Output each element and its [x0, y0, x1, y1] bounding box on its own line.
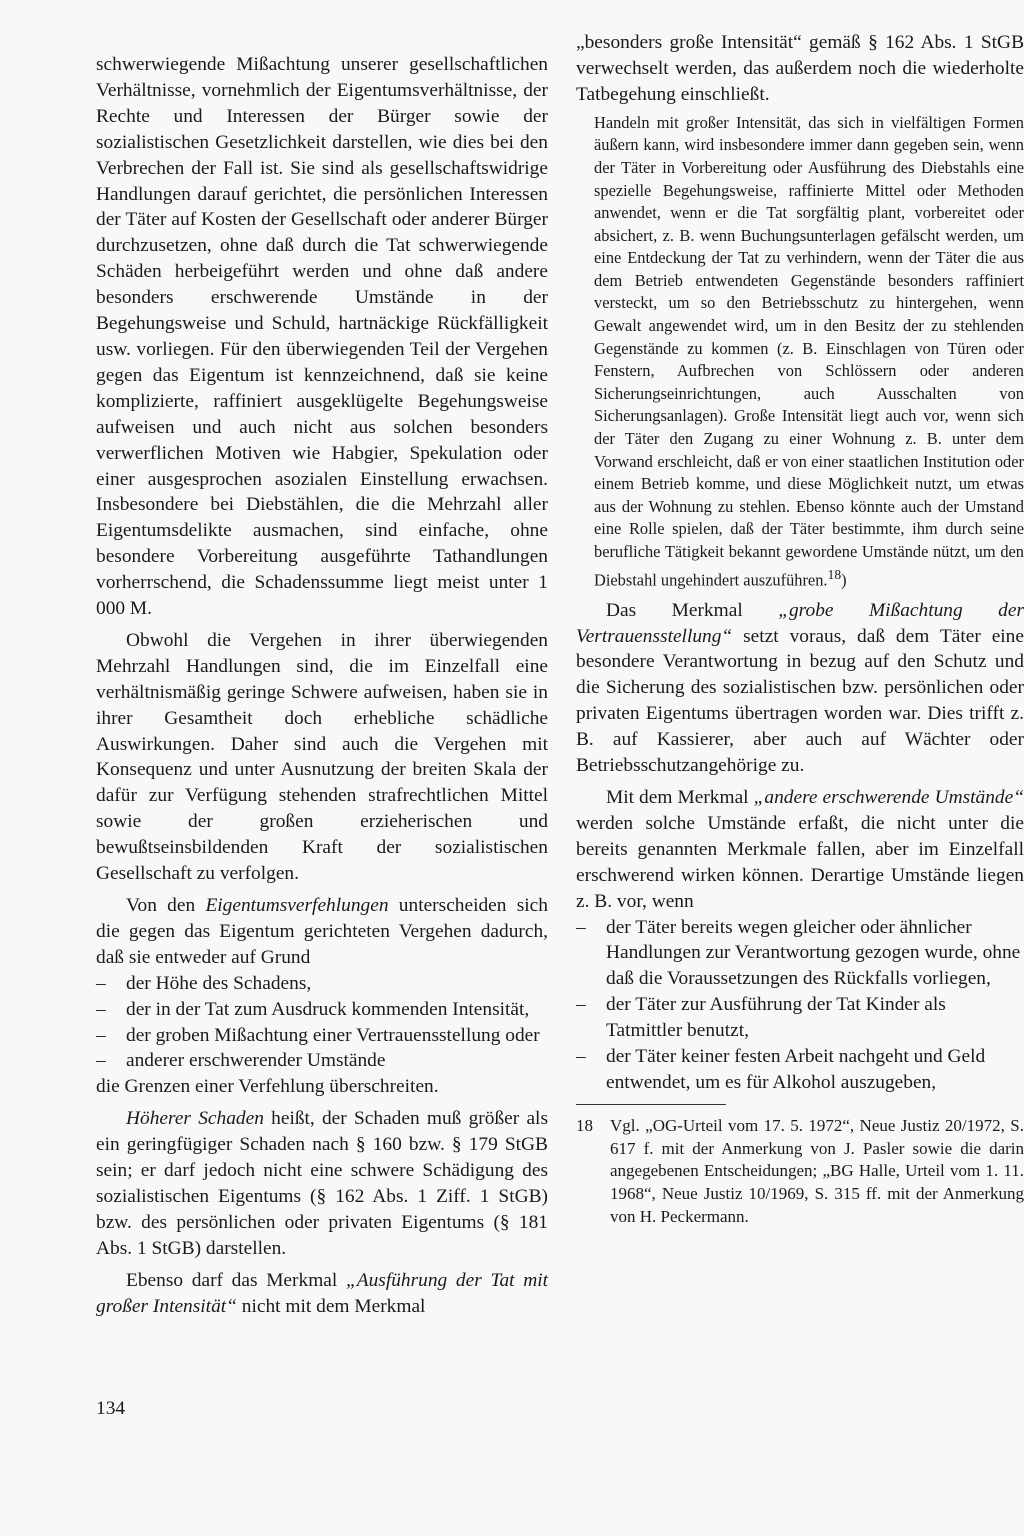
- paragraph: [96, 893, 548, 971]
- footnote-reference: 18: [827, 566, 842, 582]
- emphasis: Eigentumsverfehlungen: [205, 895, 389, 916]
- text-run: werden solche Umstände erfaßt, die nicht unter die bereits genannten Merkmale fallen, aber im Einzelfall erschwerend wirken können. Derartige Umstände liegen z. B. vor, wenn: [576, 812, 1024, 912]
- paragraph: Obwohl die Vergehen in ihrer überwiegenden Mehrzahl Handlungen sind, die im Einzelfall eine verhältnismäßig geringe Schwere aufweisen, haben sie in ihrer Gesamtheit doch erhebliche schädliche Auswirkungen. Daher sind auch die Vergehen mit Konsequenz und unter Ausnutzung der breiten Skala der dafür zur Verfügung stehenden strafrechtlichen Mittel sowie der großen erzieherischen und bewußtseinsbildenden Kraft der sozialistischen Gesellschaft zu verfolgen.: [96, 629, 548, 885]
- footnote-separator: [576, 1104, 726, 1105]
- criteria-list: [96, 971, 548, 1075]
- emphasis: „grobe Mißachtung der Vertrauensstellung“: [576, 599, 1024, 647]
- text-run: nicht mit dem Merkmal: [236, 1295, 426, 1317]
- small-print-block: Handeln mit großer Intensität, das sich in vielfältigen Formen äußern kann, wird insbesondere immer dann gegeben sein, wenn der Täter in Vorbereitung oder Ausführung des Diebstahls eine spezielle Begehungsweise, raffinierte Mittel oder Methoden anwendet, wenn er die Tat sorgfältig plant, vorbereitet oder absichert, z. B. wenn Buchungsunterlagen gefälscht werden, um eine Entdeckung der Tat zu verhindern, wenn der Täter die aus dem Betrieb entwendeten Gegenstände besonders raffiniert versteckt, um so den Betriebsschutz zu hintergehen, wenn Gewalt angewendet wird, um in den Besitz der zu stehlenden Gegenstände zu kommen (z. B. Einschlagen von Türen oder Fenstern, Aufbrechen von Schlössern oder anderen Sicherungseinrichtungen, auch Ausschalten von Sicherungsanlagen). Große Intensität liegt auch vor, wenn sich der Täter den Zugang zu einer Wohnung z. B. unter dem Vorwand erschleicht, daß er von einer staatlichen Institution oder einem Betrieb komme, und diese Möglichkeit nutzt, um etwas aus der Wohnung zu stehlen. Ebenso könnte auch der Umstand eine Rolle spielen, daß der Täter bestimmte, ihm durch seine berufliche Tätigkeit bekannt gewordene Umstände nützt, um den Diebstahl ungehindert auszuführen.$^{18}$): [594, 112, 1024, 590]
- page-number: 134: [96, 1398, 126, 1419]
- paragraph: [576, 598, 1024, 779]
- list-item: – der Höhe des Schadens,: [96, 971, 548, 997]
- list-item: – der Täter keiner festen Arbeit nachgeht und Geld entwendet, um es für Alkohol auszugeben,: [576, 1044, 1024, 1096]
- left-column: [96, 52, 548, 1320]
- right-column: [576, 30, 1024, 1229]
- paragraph: die Grenzen einer Verfehlung überschreiten.: [96, 1076, 439, 1098]
- text-run: Mit dem Merkmal: [606, 787, 754, 808]
- paragraph: [96, 1268, 548, 1320]
- text-run: Von den: [126, 895, 206, 916]
- emphasis: Höherer Schaden: [126, 1108, 264, 1130]
- footnote-number: 18: [576, 1115, 593, 1135]
- footnote: [576, 1115, 1024, 1229]
- list-item: – der groben Mißachtung einer Vertrauensstellung oder: [96, 1023, 548, 1049]
- paragraph: „besonders große Intensität“ gemäß § 162 Abs. 1 StGB verwechselt werden, das außerdem noch die wiederholte Tatbegehung einschließt.: [576, 32, 1024, 105]
- emphasis: „andere erschwerende Umstände“: [753, 787, 1024, 808]
- list-item: – anderer erschwerender Umstände: [96, 1048, 548, 1074]
- text-run: heißt, der Schaden muß größer als ein geringfügiger Schaden nach § 160 bzw. § 179 StGB sein; er darf jedoch nicht eine schwere Schädigung des sozialistischen Eigentums (§ 162 Abs. 1 Ziff. 1 StGB) bzw. des persönlichen oder privaten Eigentums (§ 181 Abs. 1 StGB) darstellen.: [96, 1108, 548, 1259]
- paragraph: schwerwiegende Mißachtung unserer gesellschaftlichen Verhältnisse, vornehmlich der Eigentumsverhältnisse, der Rechte und Interessen der Bürger sowie der sozialistischen Gesetzlichkeit darstellen, wie dies bei den Verbrechen der Fall ist. Sie sind als gesellschaftswidrige Handlungen darauf gerichtet, die persönlichen Interessen der Täter auf Kosten der Gesellschaft oder anderer Bürger durchzusetzen, ohne daß durch die Tat schwerwiegende Schäden herbeigeführt werden und ohne daß andere besonders erschwerende Umstände in der Begehungsweise und Schuld, hartnäckige Rückfälligkeit usw. vorliegen. Für den überwiegenden Teil der Vergehen gegen das Eigentum ist kennzeichnend, daß sie keine komplizierte, raffiniert ausgeklügelte Begehungsweise aufweisen und auch nicht aus solchen besonders verwerflichen Motiven wie Habgier, Spekulation oder einer ausgesprochen asozialen Einstellung erwachsen. Insbesondere bei Diebstählen, die die Mehrzahl aller Eigentumsdelikte ausmachen, sind einfache, ohne besondere Vorbereitung ausgeführte Tathandlungen vorherrschend, die Schadenssumme liegt meist unter 1 000 M.: [96, 54, 548, 620]
- list-item: – der in der Tat zum Ausdruck kommenden Intensität,: [96, 997, 548, 1023]
- list-item: – der Täter zur Ausführung der Tat Kinder als Tatmittler benutzt,: [576, 992, 1024, 1044]
- text-run: unterscheiden sich die gegen das Eigentum gerichteten Vergehen dadurch, daß sie entweder auf Grund: [96, 895, 548, 968]
- circumstances-list: [576, 915, 1024, 1096]
- text-run: Ebenso darf das Merkmal: [126, 1269, 346, 1291]
- paragraph: [576, 785, 1024, 915]
- text-run: Handeln mit großer Intensität, das sich in vielfältigen Formen äußern kann, wird insbesondere immer dann gegeben sein, wenn der Täter in Vorbereitung oder Ausführung des Diebstahls eine spezielle Begehungsweise, raffinierte Mittel oder Methoden anwendet, wenn er die Tat sorgfältig plant, vorbereitet oder absichert, z. B. wenn Buchungsunterlagen gefälscht werden, um eine Entdeckung der Tat zu verhindern, wenn der Täter die aus dem Betrieb entwendeten Gegenstände besonders raffiniert versteckt, um so den Betriebsschutz zu hintergehen, wenn Gewalt angewendet wird, um in den Besitz der zu stehlenden Gegenstände zu kommen (z. B. Einschlagen von Türen oder Fenstern, Aufbrechen von Schlössern oder anderen Sicherungseinrichtungen, auch Ausschalten von Sicherungsanlagen). Große Intensität liegt auch vor, wenn sich der Täter den Zugang zu einer Wohnung z. B. unter dem Vorwand erschleicht, daß er von einer staatlichen Institution oder einem Betrieb komme, und diese Möglichkeit nutzt, um etwas aus der Wohnung zu stehlen. Ebenso könnte auch der Umstand eine Rolle spielen, daß der Täter bestimmte, ihm durch seine berufliche Tätigkeit bekannt gewordene Umstände nützt, um den Diebstahl ungehindert auszuführen.: [594, 112, 1024, 590]
- list-item: – der Täter bereits wegen gleicher oder ähnlicher Handlungen zur Verantwortung gezogen wurde, ohne daß die Voraussetzungen des Rückfalls vorliegen,: [576, 915, 1024, 993]
- emphasis: „Ausführung der Tat mit großer Intensität“: [96, 1269, 548, 1317]
- text-run: Das Merkmal: [606, 599, 779, 621]
- footnote-text: Vgl. „OG-Urteil vom 17. 5. 1972“, Neue Justiz 20/1972, S. 617 f. mit der Anmerkung von J. Pasler sowie die darin angegebenen Entscheidungen; „BG Halle, Urteil vom 1. 11. 1968“, Neue Justiz 10/1969, S. 315 ff. mit der Anmerkung von H. Peckermann.: [610, 1115, 1024, 1227]
- paragraph: [96, 1106, 548, 1261]
- text-run: setzt voraus, daß dem Täter eine besondere Verantwortung in bezug auf den Schutz und die Sicherung des sozialistischen bzw. persönlichen oder privaten Eigentums übertragen worden war. Dies trifft z. B. auf Kassierer, aber auch auf Wächter oder Betriebsschutzangehörige zu.: [576, 625, 1024, 777]
